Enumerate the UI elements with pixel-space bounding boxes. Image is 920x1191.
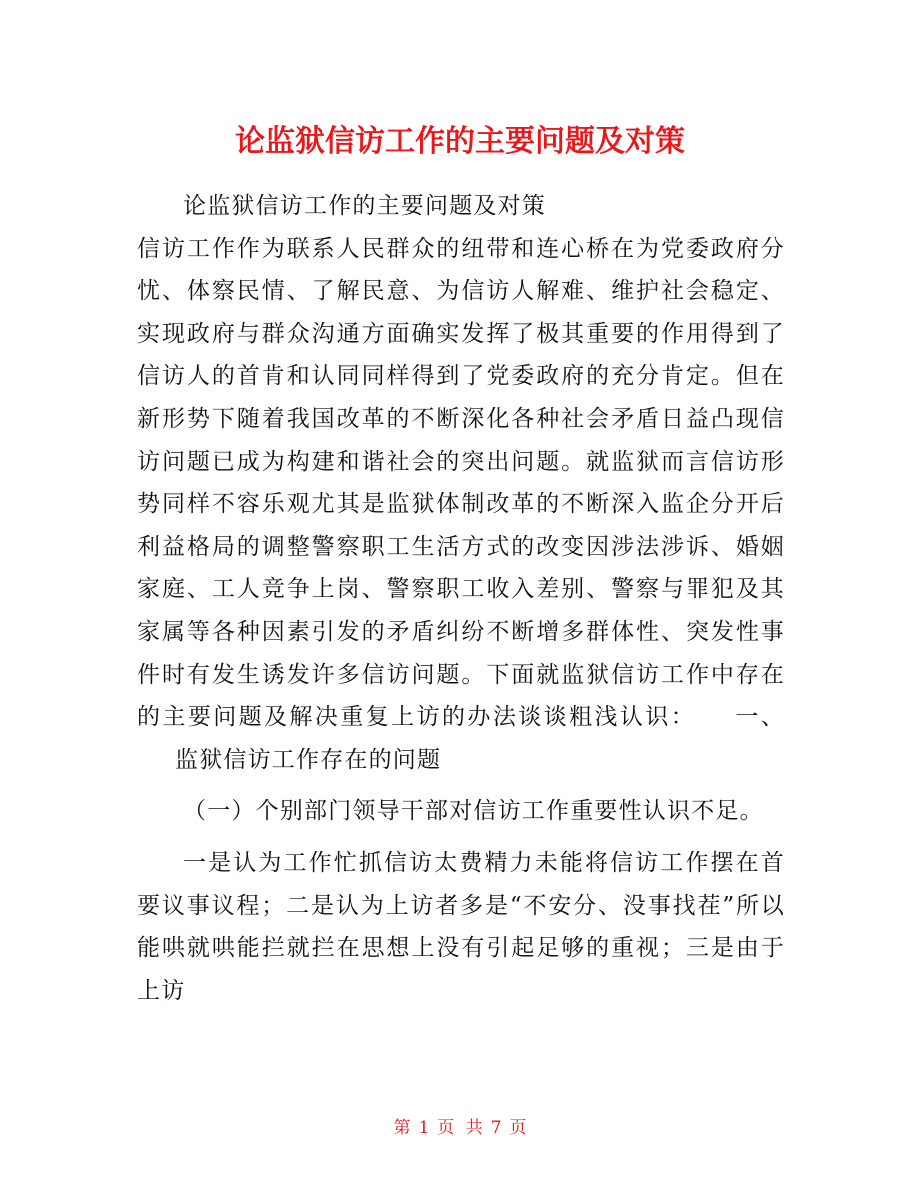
section-heading: 监狱信访工作存在的问题 <box>175 746 442 773</box>
total-page-number: 7 <box>490 1118 502 1138</box>
intro-paragraph <box>137 228 785 782</box>
document-title: 论监狱信访工作的主要问题及对策 <box>235 124 685 159</box>
document-body <box>137 185 785 1012</box>
current-page-number: 1 <box>418 1118 430 1138</box>
section-number: 一、 <box>734 704 785 731</box>
page-label-prefix: 第 <box>393 1118 411 1138</box>
page-footer <box>0 1113 920 1138</box>
document-subtitle: 论监狱信访工作的主要问题及对策 <box>183 193 546 219</box>
intro-paragraph-text: 信访工作作为联系人民群众的纽带和连心桥在为党委政府分忧、体察民情、了解民意、为信访人解难、维护社会稳定、实现政府与群众沟通方面确实发挥了极其重要的作用得到了信访人的首肯和认同同样得到了党委政府的充分肯定。但在新形势下随着我国改革的不断深化各种社会矛盾日益凸现信访问题已成为构建和谐社会的突出问题。就监狱而言信访形势同样不容乐观尤其是监狱体制改革的不断深入监企分开后利益格局的调整警察职工生活方式的改变因涉法涉诉、婚姻家庭、工人竞争上岗、警察职工收入差别、警察与罪犯及其家属等各种因素引发的矛盾纠纷不断增多群体性、突发性事件时有发生诱发许多信访问题。下面就监狱信访工作中存在的主要问题及解决重复上访的办法谈谈粗浅认识： <box>137 235 785 731</box>
body-paragraph: 一是认为工作忙抓信访太费精力未能将信访工作摆在首要议事议程；二是认为上访者多是“不安分、没事找茬”所以能哄就哄能拦就拦在思想上没有引起足够的重视；三是由于上访 <box>137 849 785 1004</box>
page-label-mid: 页 共 <box>437 1118 483 1138</box>
subsection-heading: （一）个别部门领导干部对信访工作重要性认识不足。 <box>183 798 764 825</box>
page-label-suffix: 页 <box>509 1118 527 1138</box>
